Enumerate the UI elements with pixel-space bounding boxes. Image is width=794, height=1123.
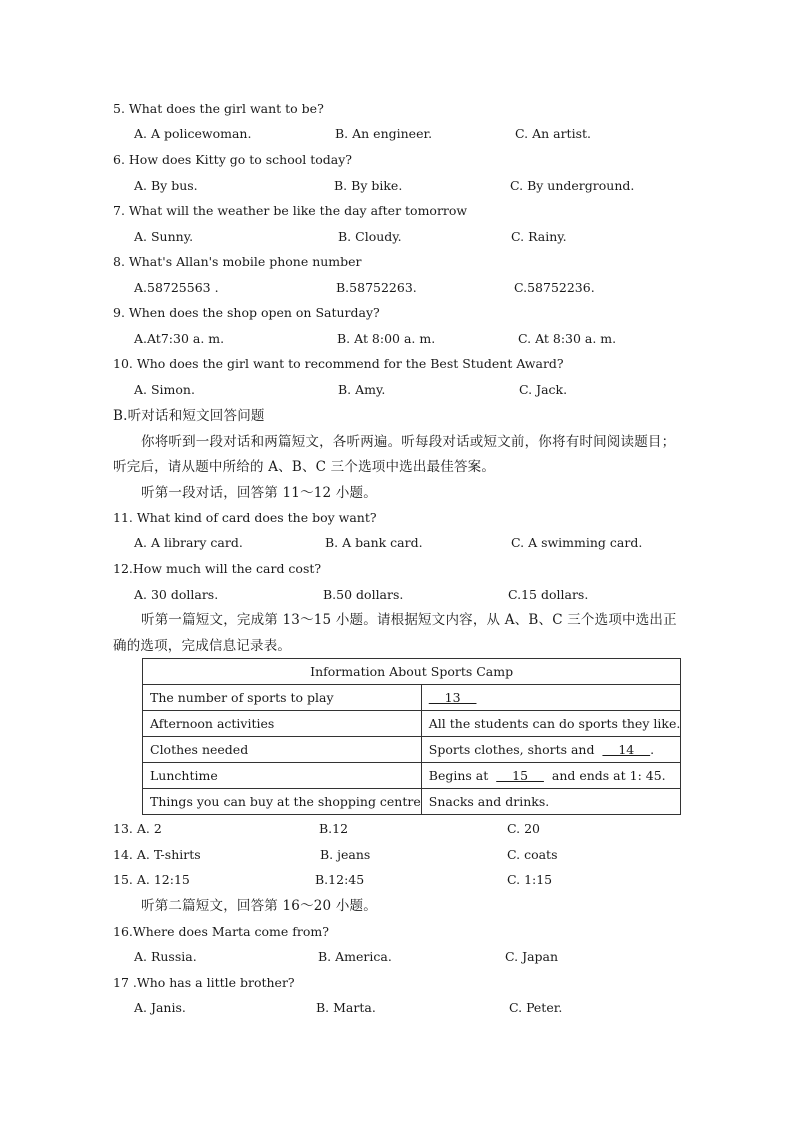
row-value-sports-number — [421, 685, 681, 711]
q5-option-b: B. An engineer. — [335, 126, 433, 141]
row-label-sports-number: The number of sports to play — [143, 685, 422, 711]
table-row — [143, 711, 681, 737]
section-b-heading: B.听对话和短文回答问题 — [113, 408, 265, 424]
q15-option-c: C. 1:15 — [507, 872, 553, 887]
q17-option-a: A. Janis. — [134, 1000, 186, 1015]
question-14: 14. A. T-shirts — [113, 847, 201, 862]
q16-option-b: B. America. — [318, 949, 392, 964]
passage1-intro-line1: 听第一篇短文，完成第 13～15 小题。请根据短文内容，从 A、B、C 三个选项中选出正 — [141, 612, 677, 628]
q7-option-b: B. Cloudy. — [338, 229, 402, 244]
q11-option-c: C. A swimming card. — [511, 535, 643, 550]
question-13: 13. A. 2 — [113, 821, 162, 836]
table-row — [143, 685, 681, 711]
q17-option-c: C. Peter. — [509, 1000, 563, 1015]
question-10: 10. Who does the girl want to recommend for the Best Student Award? — [113, 356, 564, 371]
q14-option-b: B. jeans — [320, 847, 371, 862]
question-15: 15. A. 12:15 — [113, 872, 190, 887]
q10-option-a: A. Simon. — [134, 382, 195, 397]
row-value-afternoon: All the students can do sports they like. — [421, 711, 681, 737]
blank-13: 13 — [428, 690, 477, 705]
dialogue-intro: 听第一段对话，回答第 11～12 小题。 — [141, 485, 377, 501]
question-11: 11. What kind of card does the boy want? — [113, 510, 377, 525]
q12-option-a: A. 30 dollars. — [134, 587, 219, 602]
sports-camp-info-table — [142, 658, 681, 815]
q9-option-b: B. At 8:00 a. m. — [337, 331, 436, 346]
question-6: 6. How does Kitty go to school today? — [113, 152, 353, 167]
blank-15: 15 — [496, 768, 544, 783]
q5-option-a: A. A policewoman. — [134, 126, 252, 141]
q10-option-b: B. Amy. — [338, 382, 386, 397]
q12-option-c: C.15 dollars. — [508, 587, 589, 602]
q8-option-a: A.58725563 . — [134, 280, 219, 295]
q11-option-a: A. A library card. — [134, 535, 243, 550]
q13-option-b: B.12 — [319, 821, 349, 836]
question-5: 5. What does the girl want to be? — [113, 101, 324, 116]
q7-option-a: A. Sunny. — [134, 229, 194, 244]
q6-option-b: B. By bike. — [334, 178, 403, 193]
question-9: 9. When does the shop open on Saturday? — [113, 305, 380, 320]
row-label-lunchtime: Lunchtime — [143, 763, 422, 789]
blank-14: 14 — [602, 742, 651, 757]
q17-option-b: B. Marta. — [316, 1000, 376, 1015]
q15-option-b: B.12:45 — [315, 872, 365, 887]
q8-option-b: B.58752263. — [336, 280, 417, 295]
question-16: 16.Where does Marta come from? — [113, 924, 329, 939]
question-12: 12.How much will the card cost? — [113, 561, 322, 576]
row-label-afternoon: Afternoon activities — [143, 711, 422, 737]
q14-option-c: C. coats — [507, 847, 558, 862]
section-b-instructions-line1: 你将听到一段对话和两篇短文，各听两遍。听每段对话或短文前，你将有时间阅读题目； — [141, 434, 676, 450]
table-row — [143, 789, 681, 815]
row-value-lunchtime: Begins at 15 and ends at 1: 45. — [421, 763, 681, 789]
q7-option-c: C. Rainy. — [511, 229, 567, 244]
q8-option-c: C.58752236. — [514, 280, 595, 295]
q12-option-b: B.50 dollars. — [323, 587, 404, 602]
q16-option-c: C. Japan — [505, 949, 559, 964]
question-8: 8. What's Allan's mobile phone number — [113, 254, 362, 269]
q6-option-c: C. By underground. — [510, 178, 635, 193]
q13-option-c: C. 20 — [507, 821, 540, 836]
section-b-instructions-line2: 听完后，请从题中所给的 A、B、C 三个选项中选出最佳答案。 — [113, 459, 496, 475]
table-row — [143, 763, 681, 789]
q11-option-b: B. A bank card. — [325, 535, 423, 550]
row-value-shopping: Snacks and drinks. — [421, 789, 681, 815]
table-row — [143, 737, 681, 763]
table-title: Information About Sports Camp — [143, 659, 681, 685]
q9-option-a: A.At7:30 a. m. — [134, 331, 225, 346]
question-17: 17 .Who has a little brother? — [113, 975, 295, 990]
question-7: 7. What will the weather be like the day after tomorrow — [113, 203, 468, 218]
q10-option-c: C. Jack. — [519, 382, 568, 397]
row-value-clothes: Sports clothes, shorts and 14 . — [421, 737, 681, 763]
q16-option-a: A. Russia. — [134, 949, 197, 964]
q5-option-c: C. An artist. — [515, 126, 591, 141]
q9-option-c: C. At 8:30 a. m. — [518, 331, 617, 346]
passage1-intro-line2: 确的选项，完成信息记录表。 — [113, 638, 292, 654]
row-label-shopping: Things you can buy at the shopping centre — [143, 789, 422, 815]
row-label-clothes: Clothes needed — [143, 737, 422, 763]
passage2-intro: 听第二篇短文，回答第 16～20 小题。 — [141, 898, 377, 914]
q6-option-a: A. By bus. — [134, 178, 198, 193]
